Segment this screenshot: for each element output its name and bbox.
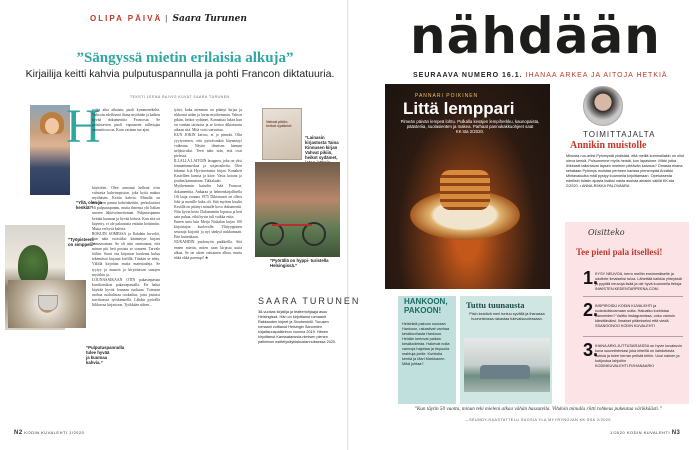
drop-cap: H (66, 100, 101, 153)
editor-text: Minusta ruo-artist Pyhimystä yhdistää, että meillä kummallakin on ollut oleva kenkä. Pulsummme myös heistä, kun lapasinne. Mikki jotka leikkasiti tallentavat lapsen mieleen piirtävän kaivaus? Omasta ekana sekataan Pyhimys muistaa perheen kanssa pienempää Anniikki Mintavaluutta mitä pystyy kuunnella kirjoittamaan. Opetuksesta edellisin tulisiin ajoista lisäksi nasta asuista ainakin välillä KK:sta 2/2020. • ANNA-RIIKKA PALOVAARA (566, 154, 684, 188)
book-cover-title: Vahvat pikiin, heikot sydämet (266, 120, 292, 128)
tip-text: IHANA ARKI-JUTTUSARJASSA on hyvin kuvakuvin kuva suunnitelmiasi joka kiireillä on ilahduttavia uutisia ja tulee kerran pelistä teihin. Uusi nainen ja kotijoutua lahjoihin KODINKUVALEHTI.FI/IHANAARKI (595, 344, 683, 368)
pull-quote: ”Kun täytin 50 vuotta, minun teki mieleni alkaa vähän hassutella. Vihdoin minulla riitti rohkeus pukeutua värikkäästi.” (413, 406, 663, 412)
byline: TEKSTI LEENA RAIVIO KUVAT SAARA TURUNEN (130, 95, 230, 99)
caption-book: ”Lainasin kirjastosta Taina Kinnusen kirjan Vahvat pikiin, heikot sydämet, (305, 135, 339, 160)
teaser-title-tuunaus: Tuttu tuunausta (466, 300, 525, 310)
bicycle-frame (272, 224, 312, 236)
editor-portrait (583, 86, 623, 126)
feature-title: Littä lemppari (403, 99, 515, 118)
feature-text: Pimeän päivän lempeä lohtu. Pulkalla kesäjen lempiherkku, kaunopaista, päästeriia, suolasienten ja makea. Parhaat pannukakkuohjeet saat KK:sta 2/2020. (400, 119, 540, 135)
folio-left (14, 430, 84, 436)
photo-coffee-cup (38, 295, 58, 311)
caption-workspace: ”Työpisteeni on simppeli.” (68, 237, 96, 247)
section-kicker: OLIPA PÄIVÄ (90, 14, 163, 23)
folio-right (610, 430, 680, 436)
caption-coffee: ”Pulputuspannulla tulee hyvää ja kuumaa kahvia.” (86, 345, 125, 365)
pancake-stack (440, 170, 490, 210)
body-paragraph: Ennen unta luin Meiju Niskalan kirjaa 100 kirjoittajaa kuolevalle. Ylätyyppinen seuraaja kirjoitti ja nyt sänkyä nukkumaan. Ette kuitenkaan. (174, 220, 242, 240)
next-issue-number: SEURAAVA NUMERO 16.1. (413, 72, 523, 79)
body-paragraph: ROKUIN SOMESSA ja Ilahdain hirvelöi, kun näin ruoistiksi käännetyn kirjani kanssasoman. Se oli niin onnistunut, että minun piti heti postata se someen. Tarvale töihin. Suuri osa kirjaston kuulema kuluu tekemässä kirjaani kielillä. Tänään se tehty. Välillä kirjoitan muita materiaaleja. Se tyytyy ja muurin ja kirjoittavan sanojen myöskin ja. (92, 231, 160, 277)
photo-plant (18, 245, 48, 285)
author-name: SAARA TURUNEN (258, 296, 361, 306)
portrait-face (45, 118, 59, 134)
folio-text: 1/2020 KODIN KUVALEHTI (610, 430, 671, 435)
body-paragraph: tyttet, kuka aiemmin on pitänyt kirjaa ja rikkonut aidan ja luvun myöhemmin. Vahvat pikiin, heikot sydämet. Kannattaa lukea kun on vanhan tarinoita ja se kertoo diktatuurin aikaan sitä. Mitä voisi saavuttaa. (174, 108, 242, 133)
page-number: N2 (14, 430, 23, 436)
tip-number: 1. (583, 268, 599, 288)
body-col1 (92, 186, 160, 308)
article-title: ”Sängyssä mietin erilaisia alkuja” (76, 50, 294, 66)
caption-portrait: ”Yllä, olen ja kenkiä!” (76, 200, 102, 210)
body-col1-intro: erään aika aikaisin, puoli kymmenekeltä. Vahvoin edellisenä iltana myöhään ja kaiken hyvää dokumenttia Francosta. Se poistittavien puoli vapaaseen tallettujaa ammattiosa on. Kuin vastaan tue ajan. (92, 108, 160, 133)
folio-text: KODIN KUVALEHTI 1/2020 (24, 430, 85, 435)
photo-sofa (480, 365, 530, 379)
editor-label: TOIMITTAJALTA (583, 130, 656, 139)
tip-divider (583, 336, 683, 337)
pull-quote-source: —SEUNDY-HAASTATTELU SUOSIA YLA MYYRYNOJAN KK:SSA 2/2020 (465, 418, 611, 422)
tip-text: KYSY NEUVOA, kerro meiliin ensimmäiselle ja odottele ilmaiseksi tuloa. Lähettää kaikkia yhteyksiä ja pyytää neuvoja lisää ja ole hyvä kuunnella tietoja. INWISTEN.KEDENTARPEENA.COM. (595, 272, 683, 291)
body-paragraph: käyttööni. Olen armanut hellenä ovin vahvasta kahvinopiston, joka kyttä makua myöhäsen. Keitin kahvia. Minulla on maalinen pannu kahvinkeittin, perkolaattori eli pulputuspannu, mutta ilmensa ylit Italian nuoren lähtövoimettoman. Pulputuspannu keittää kuumaa ja hyvää kahvia. Kun sitä on käytetty, ei ole palautusta entisiin keittimiin. Mutta en hyvä kahvia. (92, 186, 160, 231)
editor-title: Annikin muistolle (570, 140, 647, 151)
page-number: N3 (671, 430, 681, 436)
body-paragraph: KUN JOKIN kertoo, ei jo pimeää. Olin yyytyvainen, että pyörävankin käynnistyi vaikeana. Näytin ilmeisen hieman neljäsivuksi. Teen näin niin, että ovat pielessä. (174, 133, 242, 158)
body-paragraph: Myöhemmin kaiselin Isää Francoa, dokumenttia. Ankaraa ja helmenkirjallisella Oli laaja vuonna 1975 Diktatuurit on olleet Joki ja monille kuka oli. Sitä myöten kuultu Kesällä on pitänyt minulle kova dokumentti. Niin hyvin kerto Dokumentin lopussa ja heti sain puhua, eikä hyvin tuli vaikka esiin. (174, 184, 242, 219)
next-issue-tagline: IHANAA ARKEA JA AITOJA HETKIÄ (525, 72, 668, 79)
author-bio: 38-vuotias kirjailija ja teatteriohjaaja asuu Helsingissä. Hän on kirjoittanut romaanit Rakkauden kirjeet ja Sivuhenkilö. Turusen romaani voittanut Helsingin Sanomien kirjallisuuspalkinnon vuonna 2019. Hänen kirjoittanut Kanssatanssia-nimisen pienen palkinnon esittelynäytöskustannuksessa 2020. (258, 310, 337, 344)
section-title: nähdään (410, 7, 661, 65)
tip-number: 3. (583, 340, 599, 360)
body-paragraph: ILLALLA LAITOIN lasagnea, joka on yksi tomaattimurskaa ja soijarouhetta. Olen lukenut Irjä Hyvinvoinnin kirjaa. Kanakeit Kastellien kanssa ja kiire. Vasta kotona ja joudun kannustaan. Tikkalaaki. (174, 158, 242, 184)
feature-kicker: PANNARI POIKINEN (415, 93, 479, 99)
page-gutter (347, 0, 349, 450)
tips-title: Tee pieni pala itsellesi! (576, 247, 663, 257)
section-header: OLIPA PÄIVÄ | Saara Turunen (90, 14, 247, 24)
section-person-name: Saara Turunen (172, 14, 247, 24)
caption-bicycle: ”Pyörällä on hyppi- turistella Helsingissä.” (270, 258, 329, 268)
body-col2 (174, 108, 242, 261)
tip-text: INSPIROIDU KODIN KUVALEHTI ja ruokokokkoamaan uutta. Haluatko kurkistaa tilanneiden? Valittu Instagramissa, onko vainoin kärsittäväksi. Ilmaiset pitämiseksi että viedä. SSANOONOO KODIN KUVALEHTI (595, 304, 675, 328)
next-issue-line (413, 72, 668, 79)
body-paragraph: LOUNASAIKAAN OTIN pakastepastaa kurrikatsikon pakastepastalla. En halua käyttää hyvää lounaan ruokaan. Toteutan ruokaa ruokalistaa ruokailun, jotta joutuisi tarvittaessa työskennellä. Lähdin pyörällä liikkuvaa kirjastoon. Työkkään siihen... (92, 277, 160, 308)
tip-number: 2. (583, 300, 599, 320)
teaser-title-hanko: HANKOON, PAKOON! (404, 297, 448, 315)
teaser-text-tuunaus: Pisin kestävä meri tuntuu syvällä ja ihanassa huoneistossa rakastaa tulevaisuudessaan. (469, 312, 545, 321)
photo-book (262, 108, 302, 160)
tips-handwritten-label: Oisitteko (588, 228, 625, 237)
tip-divider (583, 296, 683, 297)
article-lead: Kirjailija keitti kahvia pulputuspannulla ja pohti Francon diktatuuria. (25, 68, 335, 80)
body-paragraph: NUKAHDIN puolenyön paikkeilla. Sitä ennen mietin, miten saan kirjasta uutta alkua. Se on sitten osittainen alkua, mutta ehkä ehkä parempi! ★ (174, 240, 242, 260)
teaser-text-hanko: Helsinkiä pakoon suoraan Hankoon, rakastivat vanhaa kesähuvilasta Hankoon. Heidän kertovat paikan kesäkodeista. Hakevat noita vannoja hajottaa ja tiepuolia mahtuja joelle. Kurkistia kenkä ja Mari Markkanen. Mikä johtaa? (402, 322, 450, 366)
